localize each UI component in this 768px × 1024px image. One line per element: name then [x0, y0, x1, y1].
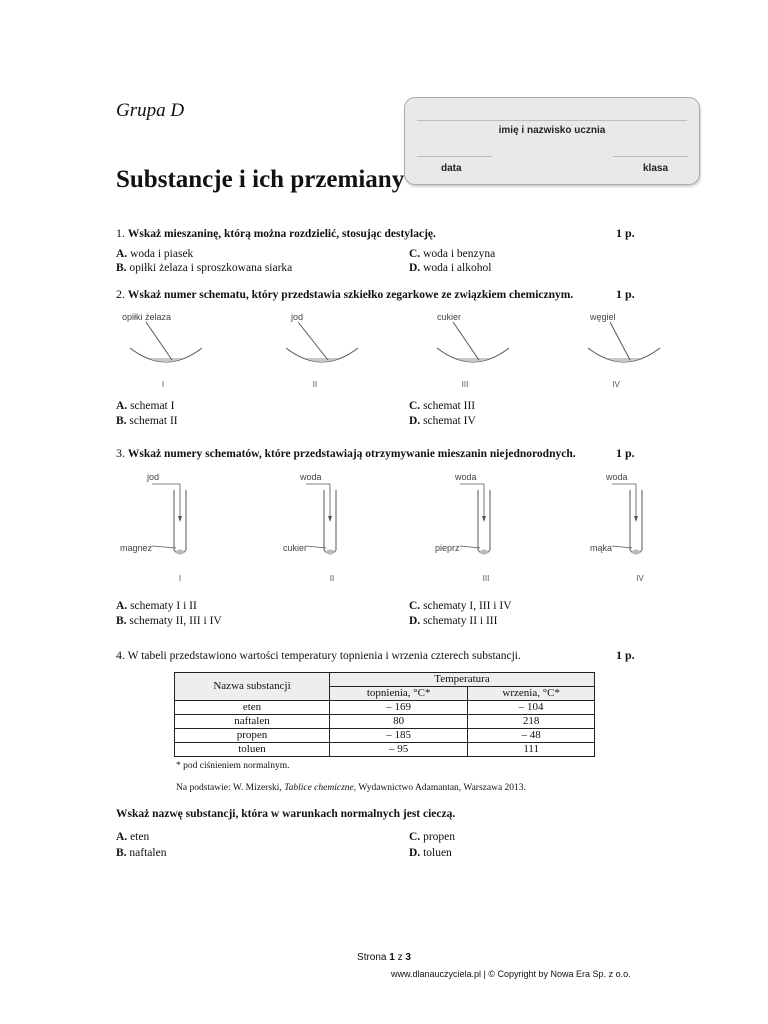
figure-bottom-label: cukier — [283, 543, 308, 553]
figure-bottom-label: mąka — [590, 543, 613, 553]
figure-label: opiłki żelaza — [122, 312, 172, 322]
answer-option-b[interactable]: B. opiłki żelaza i sproszkowana siarka — [116, 262, 293, 274]
source-title: Tablice chemiczne — [284, 783, 354, 793]
cell-name: naftalen — [175, 715, 330, 729]
cell-boil: 111 — [468, 743, 595, 757]
source-suffix: , Wydawnictwo Adamantan, Warszawa 2013. — [353, 783, 526, 793]
watch-glass-icon — [433, 318, 513, 368]
answer-option-d[interactable]: D. woda i alkohol — [409, 262, 492, 274]
question-4 — [116, 648, 521, 663]
table-footnote: * pod ciśnieniem normalnym. — [176, 761, 290, 771]
cell-name: toluen — [175, 743, 330, 757]
cell-melt: 80 — [330, 715, 468, 729]
question-2 — [116, 287, 573, 302]
table-row — [175, 743, 595, 757]
figure-numeral: IV — [612, 380, 620, 389]
question-text: Wskaż numery schematów, które przedstawiają otrzymywanie mieszanin niejednorodnych. — [127, 448, 576, 460]
figure-top-label: woda — [606, 472, 628, 482]
question-points: 1 p. — [616, 226, 635, 240]
column-header-name: Nazwa substancji — [175, 673, 330, 701]
cell-melt: – 95 — [330, 743, 468, 757]
answer-option-b[interactable]: B. schemat II — [116, 415, 178, 427]
question-1 — [116, 226, 436, 241]
cell-name: propen — [175, 729, 330, 743]
table-row — [175, 729, 595, 743]
student-name-label: imię i nazwisko ucznia — [498, 125, 606, 136]
figure-label: węgiel — [590, 312, 616, 322]
column-header-melt: topnienia, °C* — [330, 687, 468, 701]
test-tube-icon — [150, 480, 210, 560]
cell-melt: – 169 — [330, 701, 468, 715]
test-tube-icon — [610, 480, 670, 560]
cell-melt: – 185 — [330, 729, 468, 743]
question-text: Wskaż nazwę substancji, która w warunkach normalnych jest cieczą. — [116, 808, 456, 820]
question-text: Wskaż numer schematu, który przedstawia szkiełko zegarkowe ze związkiem chemicznym. — [127, 289, 574, 301]
figure-numeral: I — [178, 574, 182, 583]
question-number: 3. — [116, 446, 125, 460]
class-line — [613, 156, 688, 157]
answer-option-c[interactable]: C. schemat III — [409, 400, 476, 412]
question-number: 4. — [116, 648, 125, 662]
cell-boil: 218 — [468, 715, 595, 729]
table-header-row — [175, 673, 595, 687]
question-number: 2. — [116, 287, 125, 301]
figure-label: jod — [291, 312, 304, 322]
figure-bottom-label: magnez — [120, 543, 153, 553]
page-number: Strona 1 z 3 — [357, 952, 411, 963]
figure-top-label: woda — [455, 472, 477, 482]
figure-top-label: woda — [300, 472, 322, 482]
figure-label: cukier — [437, 312, 462, 322]
figure-numeral: I — [161, 380, 165, 389]
answer-option-d[interactable]: D. schematy II i III — [409, 615, 498, 627]
page-title: Substancje i ich przemiany — [116, 166, 405, 193]
watch-glass-icon — [126, 318, 206, 368]
column-header-group: Temperatura — [330, 673, 595, 687]
question-text: W tabeli przedstawiono wartości temperatury topnienia i wrzenia czterech substancji. — [127, 650, 521, 662]
figure-numeral: III — [461, 380, 469, 389]
question-points: 1 p. — [616, 648, 635, 662]
class-label: klasa — [643, 163, 669, 174]
table-row — [175, 715, 595, 729]
question-3 — [116, 446, 576, 461]
question-points: 1 p. — [616, 446, 635, 460]
test-tube-icon — [458, 480, 518, 560]
answer-option-d[interactable]: D. schemat IV — [409, 415, 476, 427]
answer-option-c[interactable]: C. woda i benzyna — [409, 248, 496, 260]
cell-boil: – 48 — [468, 729, 595, 743]
answer-option-a[interactable]: A. schematy I i II — [116, 600, 197, 612]
column-header-boil: wrzenia, °C* — [468, 687, 595, 701]
answer-option-b[interactable]: B. naftalen — [116, 847, 167, 859]
test-tube-icon — [304, 480, 364, 560]
watch-glass-icon — [282, 318, 362, 368]
answer-option-a[interactable]: A. eten — [116, 831, 150, 843]
date-line — [417, 156, 492, 157]
watch-glass-icon — [584, 318, 664, 368]
answer-option-a[interactable]: A. schemat I — [116, 400, 175, 412]
temperature-table — [174, 672, 595, 757]
answer-option-b[interactable]: B. schematy II, III i IV — [116, 615, 222, 627]
table-row — [175, 701, 595, 715]
group-title: Grupa D — [116, 100, 185, 121]
figure-numeral: IV — [636, 574, 644, 583]
cell-name: eten — [175, 701, 330, 715]
figure-numeral: III — [482, 574, 490, 583]
question-4-prompt — [116, 808, 455, 820]
question-number: 1. — [116, 226, 125, 240]
source-prefix: Na podstawie: W. Mizerski, — [176, 783, 285, 793]
copyright-notice: www.dlanauczyciela.pl | © Copyright by Nowa Era Sp. z o.o. — [391, 969, 631, 979]
figure-numeral: II — [329, 574, 335, 583]
figure-top-label: jod — [147, 472, 160, 482]
answer-option-c[interactable]: C. propen — [409, 831, 455, 843]
question-points: 1 p. — [616, 287, 635, 301]
top-divider — [417, 120, 687, 121]
figure-numeral: II — [312, 380, 318, 389]
source-citation — [176, 783, 526, 793]
figure-bottom-label: pieprz — [435, 543, 460, 553]
question-text: Wskaż mieszaninę, którą można rozdzielić, stosując destylację. — [127, 228, 436, 240]
answer-option-a[interactable]: A. woda i piasek — [116, 248, 194, 260]
student-id-box — [404, 97, 700, 185]
answer-option-d[interactable]: D. toluen — [409, 847, 452, 859]
answer-option-c[interactable]: C. schematy I, III i IV — [409, 600, 512, 612]
date-label: data — [441, 163, 462, 174]
cell-boil: – 104 — [468, 701, 595, 715]
